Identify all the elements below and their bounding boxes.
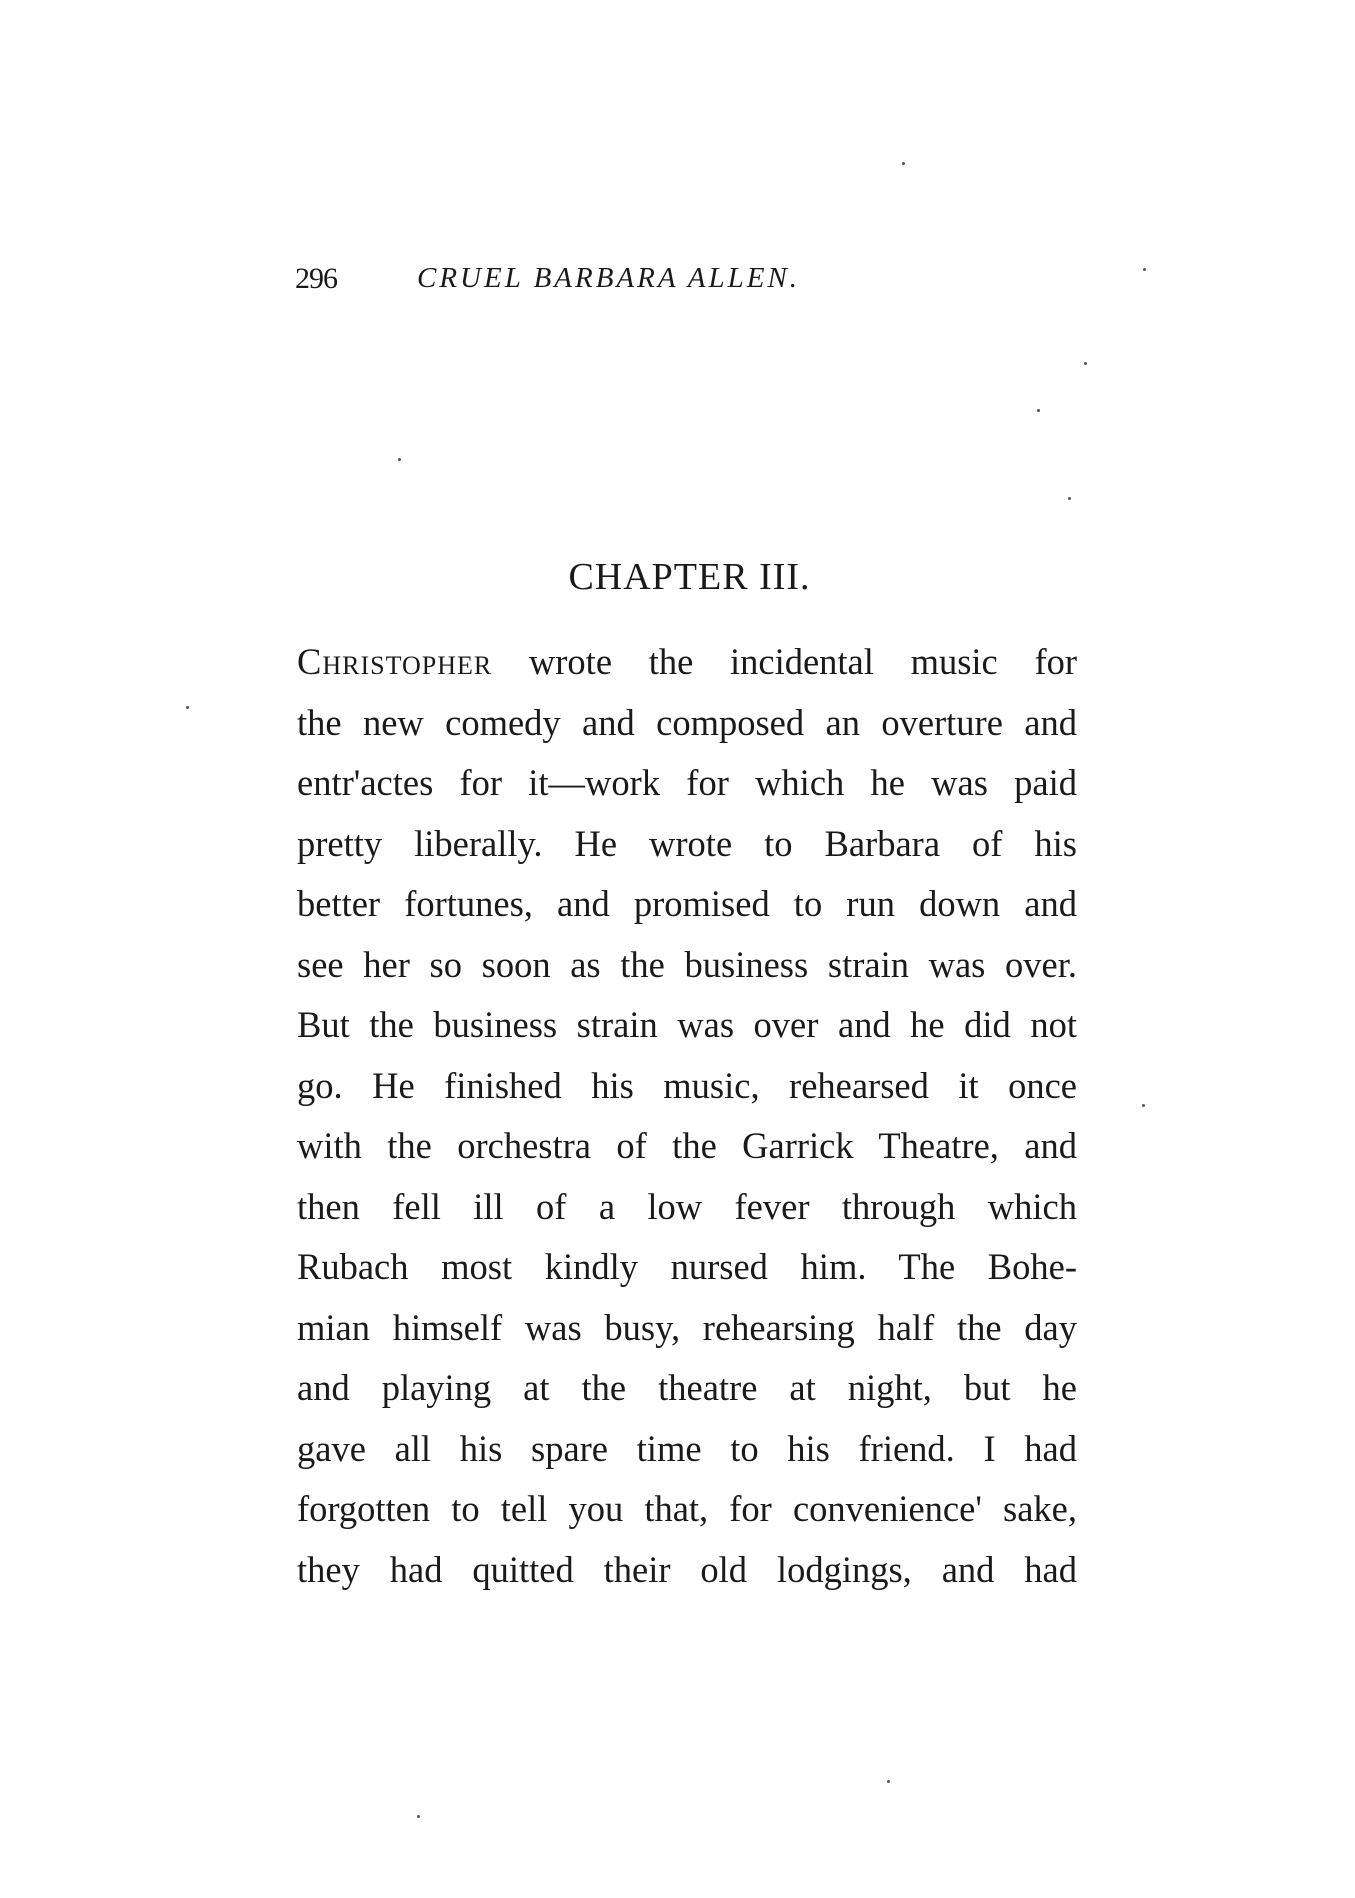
scan-speck: [902, 162, 905, 165]
chapter-heading: [0, 555, 1355, 599]
text-line: gave all his spare time to his friend. I had: [297, 1427, 1077, 1469]
scan-speck: [1142, 1104, 1145, 1107]
scan-speck: [1037, 409, 1040, 412]
text-line: forgotten to tell you that, for convenience' sake,: [297, 1488, 1077, 1529]
scan-speck: [1084, 362, 1087, 365]
text-line: Rubach most kindly nursed him. The Bohe-: [297, 1246, 1077, 1287]
scan-speck: [417, 1815, 420, 1818]
text-line: the new comedy and composed an overture and: [297, 701, 1077, 743]
text-line: But the business strain was over and he did not: [297, 1004, 1077, 1045]
text-line-content: wrote the incidental music for: [492, 641, 1077, 682]
text-line: see her so soon as the business strain was over.: [297, 943, 1077, 985]
text-line: pretty liberally. He wrote to Barbara of his: [297, 822, 1077, 864]
scan-speck: [398, 458, 401, 461]
text-line: entr'actes for it—work for which he was paid: [297, 762, 1077, 803]
text-line: they had quitted their old lodgings, and had: [297, 1548, 1077, 1590]
opening-word: Christopher: [297, 641, 493, 682]
text-line: with the orchestra of the Garrick Theatre, and: [297, 1125, 1077, 1166]
text-line: better fortunes, and promised to run down and: [297, 883, 1077, 924]
running-title: CRUEL BARBARA ALLEN.: [417, 262, 801, 294]
text-line: [297, 632, 1077, 693]
scan-speck: [186, 706, 189, 709]
scan-speck: [1068, 497, 1071, 500]
text-line: go. He finished his music, rehearsed it once: [297, 1064, 1077, 1106]
scan-speck: [887, 1780, 890, 1783]
running-head: [295, 262, 1075, 302]
text-line: mian himself was busy, rehearsing half the day: [297, 1306, 1077, 1348]
text-line: then fell ill of a low fever through which: [297, 1185, 1077, 1227]
page-number: 296: [295, 262, 337, 295]
scan-speck: [1143, 268, 1146, 271]
text-line: and playing at the theatre at night, but he: [297, 1367, 1077, 1408]
body-text: [297, 632, 1077, 1600]
chapter-title: CHAPTER III.: [568, 556, 811, 598]
